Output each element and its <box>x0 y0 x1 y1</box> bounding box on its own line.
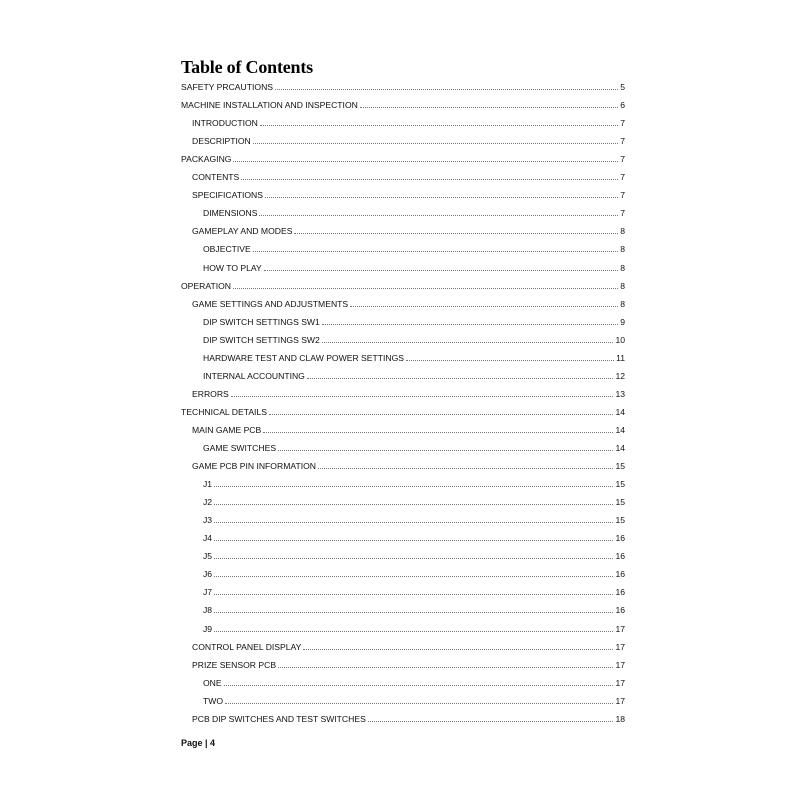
toc-entry-label: DIP SWITCH SETTINGS SW1 <box>203 316 320 327</box>
toc-entry-label: GAME SWITCHES <box>203 443 277 453</box>
toc-entry[interactable] <box>203 694 625 708</box>
toc-entry-page-number: 16 <box>615 605 625 616</box>
toc-entry-label: SPECIFICATIONS <box>192 190 263 201</box>
toc-entry-label: J4 <box>203 533 213 544</box>
toc-entry-label: HARDWARE TEST AND CLAW POWER SETTINGS <box>203 352 405 363</box>
toc-entry-page-number: 15 <box>615 479 625 490</box>
toc-entry-label: J3 <box>203 515 213 526</box>
toc-entry-label: INTERNAL ACCOUNTING <box>203 370 305 381</box>
toc-entry[interactable] <box>181 98 625 112</box>
toc-entry-page-number: 6 <box>620 100 625 111</box>
toc-entry-label: ONE <box>203 677 222 688</box>
dot-leader <box>307 377 614 379</box>
dot-leader <box>264 269 618 271</box>
dot-leader <box>263 431 613 433</box>
dot-leader <box>214 521 613 523</box>
toc-entry[interactable] <box>181 152 625 166</box>
toc-entry[interactable] <box>203 622 625 636</box>
toc-entry-page-number: 7 <box>620 172 625 183</box>
dot-leader <box>225 702 613 704</box>
toc-entry-page-number: 7 <box>620 118 625 129</box>
dot-leader <box>322 341 614 343</box>
toc-entry-label: J6 <box>203 569 213 580</box>
toc-entry-label: INTRODUCTION <box>192 118 258 129</box>
toc-entry[interactable] <box>192 116 625 130</box>
toc-entry-label: DIP SWITCH SETTINGS SW2 <box>203 334 320 345</box>
toc-entry[interactable] <box>181 279 625 293</box>
dot-leader <box>214 539 613 541</box>
toc-entry[interactable] <box>203 495 625 509</box>
toc-entry-label: OBJECTIVE <box>203 244 251 255</box>
toc-entry-label: J7 <box>203 587 213 598</box>
dot-leader <box>406 359 614 361</box>
toc-entry-page-number: 9 <box>620 316 625 327</box>
toc-entry[interactable] <box>203 315 625 329</box>
dot-leader <box>231 395 614 397</box>
dot-leader <box>253 250 618 252</box>
toc-entry-page-number: 17 <box>615 623 625 634</box>
toc-entry-label: CONTENTS <box>192 172 240 183</box>
dot-leader <box>350 305 618 307</box>
dot-leader <box>278 666 613 668</box>
dot-leader <box>224 684 614 686</box>
toc-entry[interactable] <box>203 603 625 617</box>
toc-entry[interactable] <box>203 513 625 527</box>
toc-entry-page-number: 10 <box>615 334 625 345</box>
toc-entry[interactable] <box>203 206 625 220</box>
dot-leader <box>360 106 618 108</box>
toc-entry[interactable] <box>181 80 625 94</box>
toc-entry[interactable] <box>192 170 625 184</box>
toc-entry[interactable] <box>192 188 625 202</box>
dot-leader <box>214 575 613 577</box>
toc-entry-page-number: 5 <box>620 82 625 92</box>
toc-entry[interactable] <box>203 369 625 383</box>
toc-entry-page-number: 17 <box>615 695 625 706</box>
dot-leader <box>269 413 613 415</box>
toc-entry-page-number: 14 <box>615 424 625 435</box>
toc-entry-page-number: 16 <box>615 569 625 580</box>
toc-entry[interactable] <box>203 441 625 455</box>
toc-entry-page-number: 16 <box>615 533 625 544</box>
dot-leader <box>265 196 618 198</box>
toc-entry-label: CONTROL PANEL DISPLAY <box>192 641 302 652</box>
toc-entry-label: GAME SETTINGS AND ADJUSTMENTS <box>192 298 349 309</box>
toc-entry-label: DESCRIPTION <box>192 136 251 147</box>
toc-entry[interactable] <box>192 134 625 148</box>
toc-entry[interactable] <box>203 585 625 599</box>
toc-entry-page-number: 15 <box>615 461 625 472</box>
toc-entry[interactable] <box>203 676 625 690</box>
toc-entry-page-number: 16 <box>615 551 625 562</box>
dot-leader <box>260 124 618 126</box>
dot-leader <box>241 178 618 180</box>
toc-entry-page-number: 13 <box>615 388 625 399</box>
toc-entry[interactable] <box>203 242 625 256</box>
toc-entry-label: PRIZE SENSOR PCB <box>192 659 277 670</box>
toc-entry-label: PACKAGING <box>181 154 232 165</box>
dot-leader <box>303 648 613 650</box>
dot-leader <box>322 323 618 325</box>
toc-entry[interactable] <box>203 333 625 347</box>
toc-entry[interactable] <box>192 387 625 401</box>
toc-entry-page-number: 14 <box>615 443 625 453</box>
toc-entry-page-number: 15 <box>615 497 625 508</box>
dot-leader <box>214 557 613 559</box>
page-title: Table of Contents <box>181 57 313 77</box>
toc-entry[interactable] <box>192 640 625 654</box>
dot-leader <box>259 214 618 216</box>
toc-entry-label: J5 <box>203 551 213 562</box>
dot-leader <box>214 485 613 487</box>
toc-entry-page-number: 8 <box>620 262 625 273</box>
toc-entry-label: ERRORS <box>192 388 229 399</box>
toc-entry-page-number: 16 <box>615 587 625 598</box>
toc-entry[interactable] <box>181 405 625 419</box>
toc-entry-page-number: 15 <box>615 515 625 526</box>
toc-entry[interactable] <box>192 712 625 726</box>
toc-entry[interactable] <box>192 423 625 437</box>
dot-leader <box>253 142 618 144</box>
dot-leader <box>278 449 613 451</box>
toc-entry-page-number: 8 <box>620 226 625 237</box>
dot-leader <box>368 720 614 722</box>
toc-entry-label: DIMENSIONS <box>203 208 258 219</box>
toc-entry-page-number: 8 <box>620 280 625 291</box>
toc-entry-label: J9 <box>203 623 213 634</box>
toc-entry-page-number: 8 <box>620 244 625 255</box>
toc-entry[interactable] <box>203 351 625 365</box>
dot-leader <box>214 503 613 505</box>
toc-entry[interactable] <box>203 567 625 581</box>
toc-entry[interactable] <box>192 658 625 672</box>
toc-entry-label: J1 <box>203 479 213 490</box>
dot-leader <box>275 88 618 90</box>
toc-entry[interactable] <box>203 531 625 545</box>
toc-entry-label: OPERATION <box>181 280 231 291</box>
dot-leader <box>214 611 613 613</box>
toc-entry-label: GAME PCB PIN INFORMATION <box>192 461 316 472</box>
toc-entry-page-number: 7 <box>620 154 625 165</box>
toc-entry-page-number: 7 <box>620 136 625 147</box>
toc-entry-label: MACHINE INSTALLATION AND INSPECTION <box>181 100 358 111</box>
toc-entry[interactable] <box>203 549 625 563</box>
toc-entry-page-number: 11 <box>616 352 625 363</box>
toc-entry[interactable] <box>203 261 625 275</box>
toc-entry[interactable] <box>192 224 625 238</box>
toc-entry[interactable] <box>192 459 625 473</box>
page-footer: Page | 4 <box>181 738 216 748</box>
toc-entry-page-number: 12 <box>615 370 625 381</box>
dot-leader <box>318 467 613 469</box>
toc-entry-page-number: 14 <box>615 406 625 417</box>
toc-entry-page-number: 17 <box>615 641 625 652</box>
toc-entry-label: MAIN GAME PCB <box>192 424 262 435</box>
toc-entry-label: SAFETY PRCAUTIONS <box>181 82 274 92</box>
toc-entry-page-number: 17 <box>615 677 625 688</box>
toc-entry-label: PCB DIP SWITCHES AND TEST SWITCHES <box>192 713 366 724</box>
toc-entry[interactable] <box>192 297 625 311</box>
toc-entry-label: J2 <box>203 497 213 508</box>
dot-leader <box>214 630 613 632</box>
toc-entry-page-number: 18 <box>615 713 625 724</box>
toc-entry-page-number: 7 <box>620 208 625 219</box>
toc-entry-label: TECHNICAL DETAILS <box>181 406 267 417</box>
toc-entry-label: J8 <box>203 605 213 616</box>
toc-entry[interactable] <box>203 477 625 491</box>
dot-leader <box>214 593 613 595</box>
toc-entry-page-number: 17 <box>615 659 625 670</box>
dot-leader <box>233 287 618 289</box>
dot-leader <box>233 160 618 162</box>
toc-entry-page-number: 7 <box>620 190 625 201</box>
toc-entry-label: TWO <box>203 695 224 706</box>
toc-entry-page-number: 8 <box>620 298 625 309</box>
toc-entry-label: GAMEPLAY AND MODES <box>192 226 293 237</box>
toc-entry-label: HOW TO PLAY <box>203 262 262 273</box>
dot-leader <box>294 232 618 234</box>
